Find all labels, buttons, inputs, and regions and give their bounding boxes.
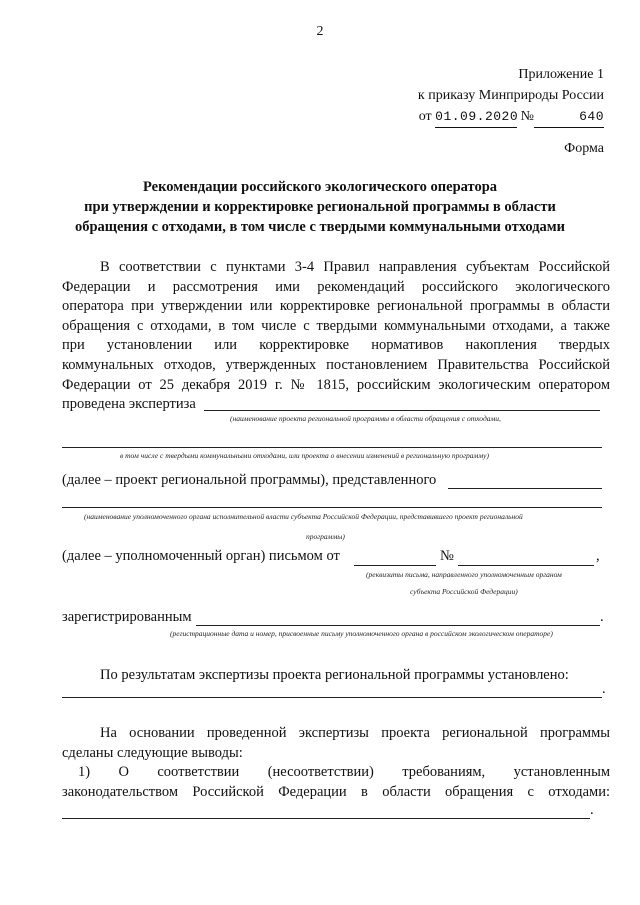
program-name-fill-line-2[interactable] — [62, 447, 602, 448]
annex-title: Приложение 1 — [518, 67, 604, 82]
letter-number-sign: № — [440, 548, 454, 564]
annex-date: 01.09.2020 — [435, 106, 517, 128]
annex-order-reference: к приказу Минприроды России — [417, 88, 604, 103]
registered-text: зарегистрированным — [62, 609, 192, 625]
letter-details-caption-cont: субъекта Российской Федерации) — [410, 587, 518, 596]
document-title-line-2: при утверждении и корректировке региональной программы в области — [84, 199, 556, 215]
intro-paragraph — [62, 258, 610, 415]
results-fill-line[interactable] — [62, 697, 602, 698]
conclusion-item-1-fill-line[interactable] — [62, 818, 590, 819]
authority-name-caption-cont: программы) — [306, 532, 345, 541]
conclusions-line-2: сделаны следующие выводы: — [62, 744, 243, 761]
results-period: . — [602, 681, 606, 697]
program-name-fill-line[interactable] — [204, 410, 600, 411]
page-number: 2 — [316, 24, 324, 39]
letter-number-fill-line[interactable] — [458, 565, 594, 566]
form-label: Форма — [564, 141, 604, 156]
hereinafter-authority-text: (далее – уполномоченный орган) письмом от — [62, 548, 340, 564]
submitted-by-fill-line[interactable] — [448, 488, 602, 489]
intro-line-7: Федерации от 25 декабря 2019 г. № 1815, российским экологическим оператором — [62, 376, 610, 393]
hereinafter-project-text: (далее – проект региональной программы), представленного — [62, 472, 437, 488]
document-title-line-1: Рекомендации российского экологического оператора — [142, 179, 498, 195]
document-title-line-3: обращения с отходами, в том числе с твердыми коммунальными отходами — [74, 219, 566, 235]
conclusions-paragraph — [62, 724, 610, 802]
letter-date-fill-line[interactable] — [354, 565, 436, 566]
conclusions-line-1: На основании проведенной экспертизы проекта региональной программы — [100, 725, 610, 741]
conclusion-item-1-line-1: 1) О соответствии (несоответствии) требованиям, установленным — [78, 764, 610, 781]
conclusion-item-1-period: . — [590, 802, 594, 818]
conclusion-item-1-line-2: законодательством Российской Федерации в области обращения с отходами: — [62, 783, 610, 800]
annex-number: 640 — [534, 106, 604, 128]
program-name-caption: (наименование проекта региональной программы в области обращения с отходами, — [230, 414, 501, 423]
registration-fill-line[interactable] — [196, 625, 600, 626]
authority-name-caption: (наименование уполномоченного органа исполнительной власти субъекта Российской Федерации, представившего проект региональной — [84, 512, 523, 521]
intro-line-1: В соответствии с пунктами 3-4 Правил направления субъектам Российской — [100, 259, 610, 275]
letter-comma: , — [596, 548, 600, 564]
intro-line-4: обращения с отходами, в том числе с твердыми коммунальными отходами, а также — [62, 317, 610, 334]
annex-from-prefix: от — [418, 109, 432, 124]
intro-line-8: проведена экспертиза — [62, 396, 196, 413]
intro-line-6: коммунальных отходов, утвержденных постановлением Правительства Российской — [62, 356, 610, 373]
program-name-caption-cont: в том числе с твердыми коммунальными отходами, или проекта о внесении изменений в региональную программу) — [120, 451, 489, 460]
authority-name-fill-line[interactable] — [62, 507, 602, 508]
intro-line-2: Федерации и рассмотрения ими рекомендаций российского экологического — [62, 278, 610, 295]
registered-period: . — [600, 609, 604, 625]
registration-caption: (регистрационные дата и номер, присвоенные письму уполномоченного органа в российском экологическом операторе) — [170, 629, 553, 638]
results-text: По результатам экспертизы проекта региональной программы установлено: — [100, 667, 569, 683]
letter-details-caption: (реквизиты письма, направленного уполномоченным органом — [366, 570, 562, 579]
annex-date-number — [419, 106, 604, 128]
intro-line-5: при установлении или корректировке нормативов накопления твердых — [62, 337, 610, 354]
intro-line-3: оператора при утверждении или корректировке региональной программы в области — [62, 298, 610, 315]
annex-number-prefix: № — [520, 109, 534, 124]
